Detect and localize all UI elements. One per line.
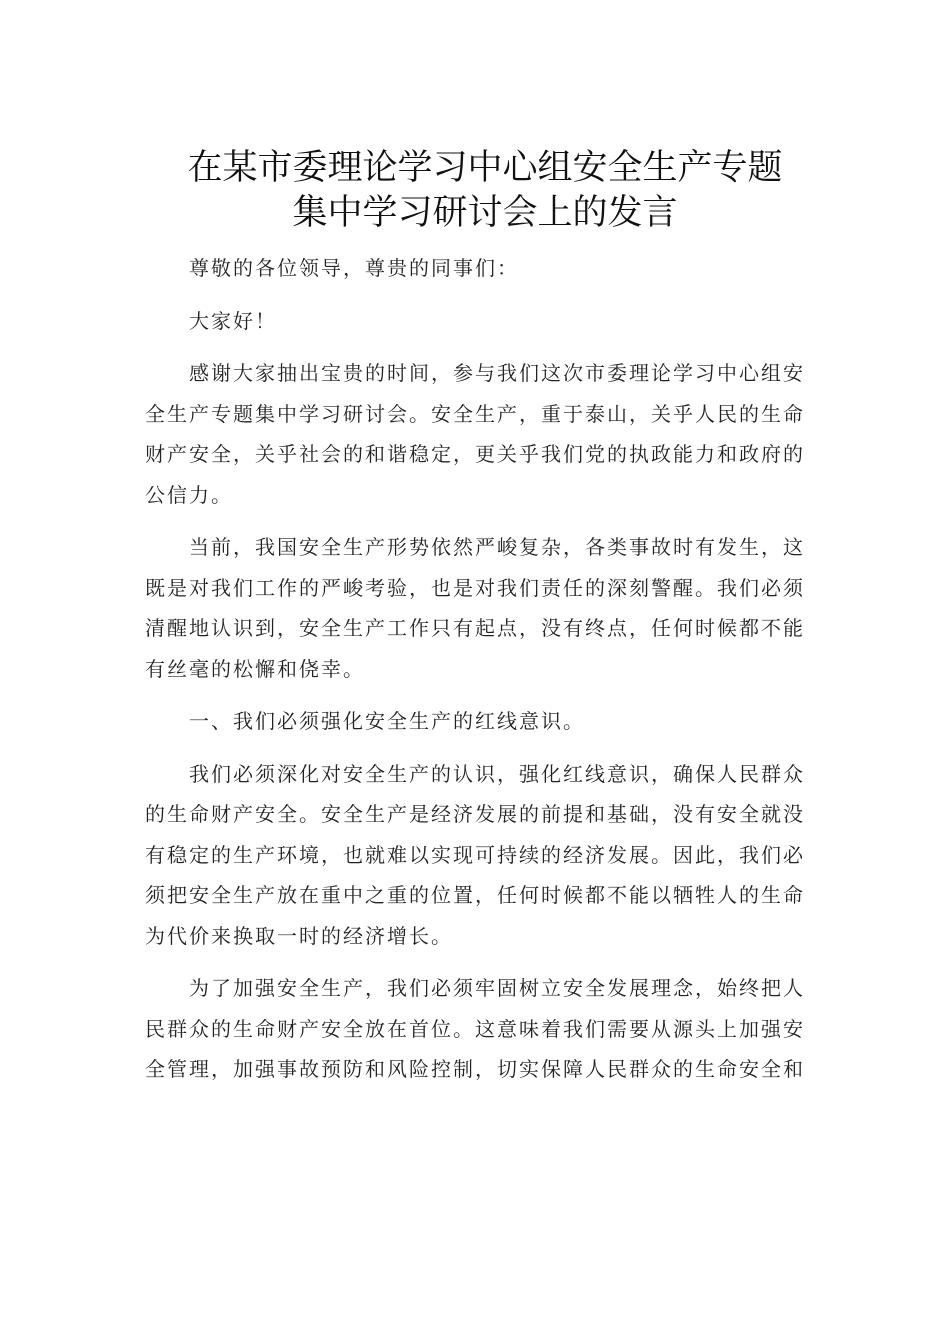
paragraph-safety-concept: 为了加强安全生产，我们必须牢固树立安全发展理念，始终把人民群众的生命财产安全放在首位。这意味着我们需要从源头上加强安全管理，加强事故预防和风险控制，切实保障人民群众的生命安全和 — [145, 976, 805, 1081]
paragraph-redline: 我们必须深化对安全生产的认识，强化红线意识，确保人民群众的生命财产安全。安全生产是经济发展的前提和基础，没有安全就没有稳定的生产环境，也就难以实现可持续的经济发展。因此，我们必须把安全生产放在重中之重的位置，任何时候都不能以牺牲人的生命为代价来换取一时的经济增长。 — [145, 761, 805, 948]
section-heading-1: 一、我们必须强化安全生产的红线意识。 — [189, 709, 585, 733]
paragraph-intro: 感谢大家抽出宝贵的时间，参与我们这次市委理论学习中心组安全生产专题集中学习研讨会。安全生产，重于泰山，关乎人民的生命财产安全，关乎社会的和谐稳定，更关乎我们党的执政能力和政府的公信力。 — [145, 361, 805, 507]
document-title — [150, 146, 820, 236]
greeting: 大家好！ — [189, 308, 277, 333]
title-line-2: 集中学习研讨会上的发言 — [292, 193, 678, 233]
document-body — [145, 248, 805, 1102]
salutation: 尊敬的各位领导，尊贵的同事们： — [189, 256, 519, 280]
paragraph-situation: 当前，我国安全生产形势依然严峻复杂，各类事故时有发生，这既是对我们工作的严峻考验，也是对我们责任的深刻警醒。我们必须清醒地认识到，安全生产工作只有起点，没有终点，任何时候都不能有丝毫的松懈和侥幸。 — [145, 535, 805, 681]
title-line-1: 在某市委理论学习中心组安全生产专题 — [187, 148, 783, 188]
